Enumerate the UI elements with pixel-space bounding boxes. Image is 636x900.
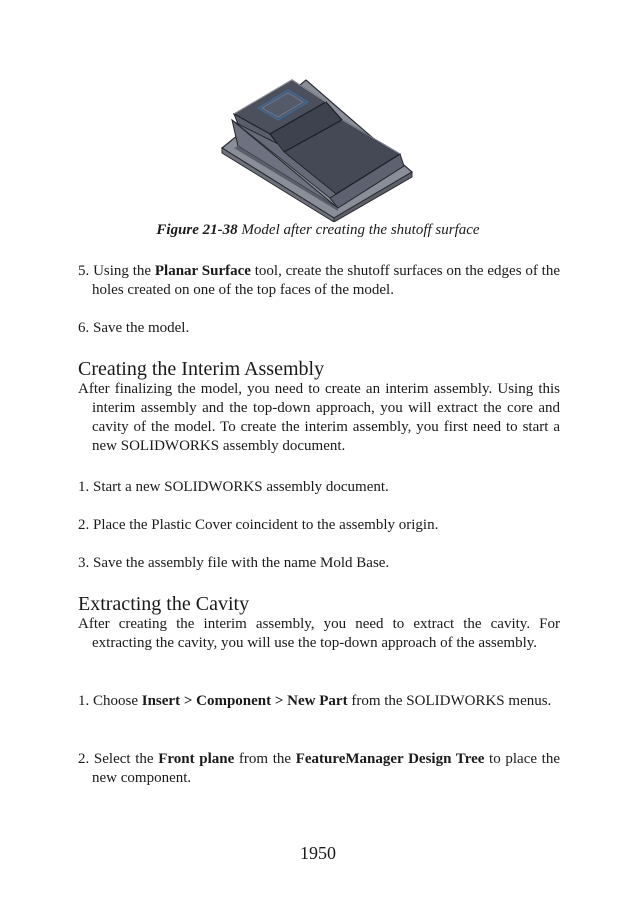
cavity-step-2-prefix: 2. Select the [78, 751, 159, 767]
feature-manager-tree-label: FeatureManager Design Tree [295, 751, 485, 767]
cavity-step-1-prefix: 1. Choose [78, 693, 142, 709]
step-5-prefix: 5. Using the [78, 263, 155, 279]
heading-interim-assembly: Creating the Interim Assembly [78, 358, 325, 380]
cavity-intro-paragraph: After creating the interim assembly, you need to extract the cavity. For extracting the cavity, you will use the top-down approach of the assembly. [78, 616, 560, 651]
step-5-paragraph [78, 262, 560, 300]
figure-caption-text: Model after creating the shutoff surface [241, 222, 480, 238]
cavity-step-1 [78, 692, 560, 711]
model-figure [218, 76, 414, 222]
planar-surface-tool-name: Planar Surface [154, 263, 251, 279]
figure-caption [0, 222, 636, 239]
cavity-step-1-text: from the SOLIDWORKS menus. [347, 693, 552, 709]
step-6-paragraph: 6. Save the model. [78, 320, 190, 336]
step-5-text: tool, create the shutoff surfaces on the edges of the holes created on one of the top faces of the model. [92, 263, 560, 298]
menu-path: Insert > Component > New Part [141, 693, 348, 709]
heading-extracting-cavity: Extracting the Cavity [78, 593, 250, 615]
interim-step-1: 1. Start a new SOLIDWORKS assembly document. [78, 479, 389, 495]
interim-intro-paragraph: After finalizing the model, you need to create an interim assembly. Using this interim assembly and the top-down approach, you will extract the core and cavity of the model. To create the interim assembly, you first need to start a new SOLIDWORKS assembly document. [78, 381, 560, 454]
front-plane-label: Front plane [158, 751, 235, 767]
cavity-step-2-text: to place the new component. [92, 751, 560, 786]
page-number: 1950 [300, 843, 336, 863]
figure-label: Figure 21-38 [156, 222, 238, 238]
plastic-cover-model-image [218, 76, 414, 222]
interim-step-2: 2. Place the Plastic Cover coincident to the assembly origin. [78, 517, 439, 533]
cavity-step-2 [78, 750, 560, 788]
interim-step-3: 3. Save the assembly file with the name Mold Base. [78, 555, 390, 571]
cavity-step-2-middle: from the [234, 751, 296, 767]
